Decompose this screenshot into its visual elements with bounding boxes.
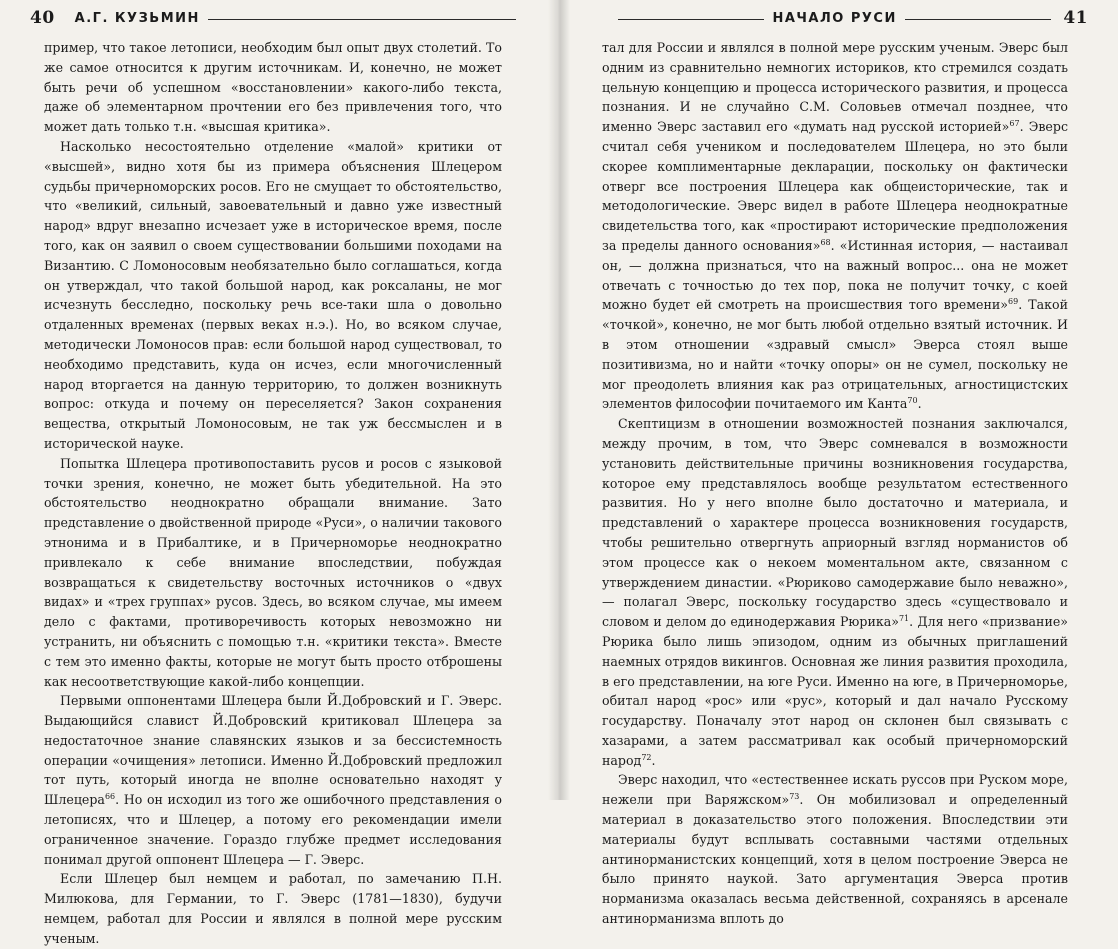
left-page-body <box>44 38 502 949</box>
footnote-ref: 72 <box>641 752 652 762</box>
page-number: 41 <box>1063 8 1088 28</box>
book-gutter <box>548 0 570 800</box>
running-title: А.Г. КУЗЬМИН <box>74 10 200 26</box>
footnote-ref: 67 <box>1009 119 1020 128</box>
footnote-ref: 73 <box>789 792 800 802</box>
paragraph: Первыми оппонентами Шлецера были Й.Добровский и Г. Эверс. Выдающийся славист Й.Добровский критиковал Шлецера за недостаточное знание славянских языков и за бессистемность операции «очищения» летописи. Именно Й.Добровский предложил тот путь, который иногда не вполне основательно находят у Шлецера$^{66}$. Но он исходил из того же ошибочного представления о летописях, что и Шлецер, а потому его рекомендации имели ограниченное значение. Гораздо глубже предмет исследования понимал другой оппонент Шлецера — Г. Эверс. <box>44 693 502 867</box>
footnote-ref: 71 <box>898 613 910 623</box>
paragraph: Эверс находил, что «естественнее искать руссов при Руском море, нежели при Варяжском»$^{73}$. Он мобилизовал и определенный материал в доказательство этого положения. Впоследствии эти материалы будут всплывать составными частями отдельных антинорманистских концепций, хотя в целом построение Эверса не было принято наукой. Зато аргументация Эверса против норманизма оказалась весьма действенной, сохраняясь в арсенале антинорманизма вплоть до <box>602 772 1069 927</box>
running-title: НАЧАЛО РУСИ <box>772 10 897 26</box>
right-page <box>570 0 1118 927</box>
footnote-ref: 70 <box>907 396 918 406</box>
paragraph: Насколько несостоятельно отделение «малой» критики от «высшей», видно хотя бы из примера объяснения Шлецером судьбы причерноморских росов. Его не смущает то обстоятельство, что «великий, сильный, завоевательный и давно уже известный народ» вдруг внезапно исчезает уже в историческое время, после того, как он заявил о своем существовании большими походами на Византию. С Ломоносовым необязательно было соглашаться, когда он утверждал, что такой большой народ, как роксаланы, не мог исчезнуть бесследно, поскольку речь все-таки шла о довольно отдаленных временах (первых веках н.э.). Но, во всяком случае, методически Ломоносов прав: если большой народ существовал, то необходимо представить, куда он исчез, если многочисленный народ вторгается на данную территорию, то должен возникнуть вопрос: откуда и почему он переселяется? Закон сохранения вещества, открытый Ломоносовым, не так уж бессмыслен и в исторической науке. <box>44 138 502 451</box>
header-rule <box>905 19 1051 20</box>
paragraph: Если Шлецер был немцем и работал, по замечанию П.Н. Милюкова, для Германии, то Г. Эверс (1781—1830), будучи немцем, работал для России и являлся в полной мере русским ученым. <box>44 871 502 946</box>
header-rule <box>208 19 516 20</box>
paragraph: Скептицизм в отношении возможностей познания заключался, между прочим, в том, что Эверс сомневался в возможности установить действительные причины возникновения государства, которое ему представлялось вообще результатом естественного развития. Но у него вполне было достаточно и материала, и представлений о характере процесса возникновения государств, чтобы решительно отвергнуть априорный взгляд норманистов об этом процессе как о некоем моментальном акте, связанном с утверждением династии. «Рюриково самодержавие было неважно», — полагал Эверс, поскольку государство здесь «существовало и словом и делом до единодержавия Рюрика»$^{71}$. Для него «призвание» Рюрика было лишь эпизодом, одним из обычных приглашений наемных отрядов викингов. Основная же линия развития проходила, в его представлении, на юге Руси. Именно на юге, в Причерноморье, обитал народ «рос» или «рус», который и дал начало Русскому государству. Поначалу этот народ он склонен был связывать с хазарами, а затем рассматривал как особый причерноморский народ$^{72}$. <box>602 416 1069 768</box>
footnote-ref: 68 <box>820 237 831 247</box>
left-page-header <box>30 6 516 30</box>
footnote-ref: 66 <box>104 792 116 802</box>
right-page-body <box>602 38 1068 929</box>
paragraph: Попытка Шлецера противопоставить русов и росов с языковой точки зрения, конечно, не может быть убедительной. На это обстоятельство неоднократно обращали внимание. Зато представление о двойственной природе «Руси», о наличии такового этнонима и в Прибалтике, и в Причерноморье неоднократно привлекало к себе внимание впоследствии, побуждая возвращаться к свидетельству восточных источников о «двух видах» и «трех группах» русов. Здесь, во всяком случае, мы имеем дело с фактами, противоречивость которых невозможно ни устранить, ни объяснить с помощью т.н. «критики текста». Вместе с тем это именно факты, которые не могут быть просто отброшены как несоответствующие какой-либо концепции. <box>44 455 502 689</box>
header-rule <box>618 19 764 20</box>
paragraph: тал для России и являлся в полной мере русским ученым. Эверс был одним из сравнительно немногих историков, кто стремился создать цельную концепцию и процесса исторического развития, и процесса познания. И не случайно С.М. Соловьев отмечал позднее, что именно Эверс заставил его «думать над русской историей»$^{67}$. Эверс считал себя учеником и последователем Шлецера, но это были скорее комплиментарные декларации, поскольку он фактически отверг все построения Шлецера как общеисторические, так и методологические. Эверс видел в работе Шлецера неоднократные свидетельства того, как «простирают исторические предположения за пределы данного основания»$^{68}$. «Истинная история, — настаивал он, — должна признаться, что на важный вопрос... она не может отвечать с точностью до тех пор, пока не получит точку, с коей можно будет ей смотреть на происшествия того времени»$^{69}$. Такой «точкой», конечно, не мог быть любой отдельно взятый источник. И в этом отношении «здравый смысл» Эверса стоял выше позитивизма, но и найти «точку опоры» он не сумел, поскольку не мог преодолеть влияния как раз отрицательных, агностицистских элементов философии почитаемого им Канта$^{70}$. <box>602 40 1068 412</box>
left-page <box>0 0 548 946</box>
footnote-ref: 69 <box>1008 297 1019 307</box>
page-number: 40 <box>30 8 55 28</box>
paragraph: пример, что такое летописи, необходим был опыт двух столетий. То же самое относится к другим источникам. И, конечно, не может быть речи об успешном «восстановлении» какого-либо текста, даже об элементарном прочтении его без привлечения того, что может дать только т.н. «высшая критика». <box>44 40 502 135</box>
right-page-header <box>618 6 1088 30</box>
